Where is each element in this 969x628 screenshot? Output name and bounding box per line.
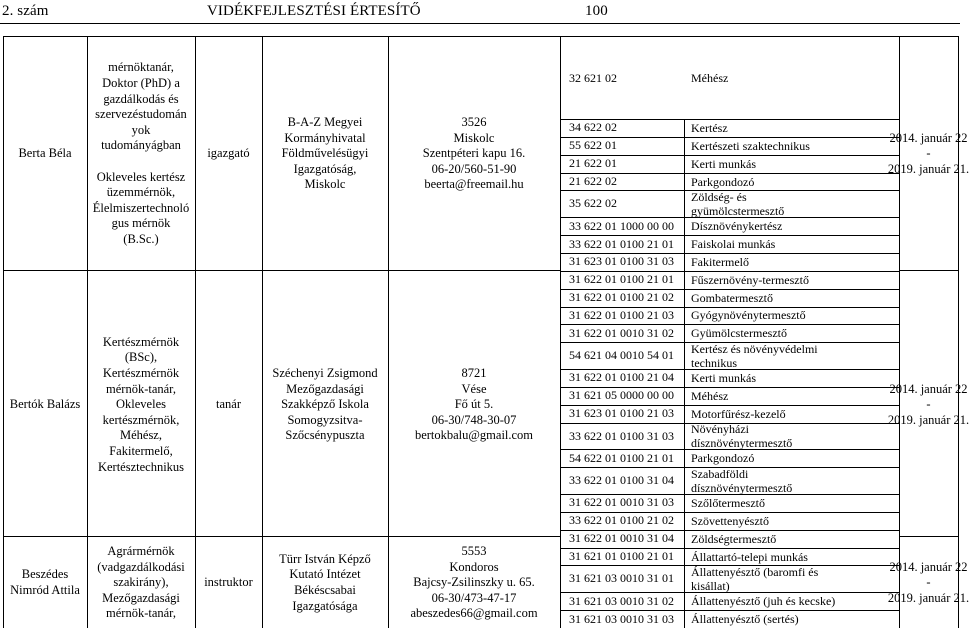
qualification-divider [684, 289, 685, 307]
qualification-rule [560, 494, 899, 495]
qualification-code: 33 622 01 1000 00 00 [569, 218, 674, 233]
qualification-rule [560, 155, 899, 156]
qualification-name [684, 389, 728, 403]
qualification-row [560, 369, 899, 387]
expert-position [195, 276, 262, 534]
expert-employer-line: Kormányhivatal [284, 130, 366, 145]
expert-employer-line: Földművelésügyi [281, 146, 369, 161]
qualification-name [684, 467, 792, 495]
qualification-name-line: Kertész [691, 120, 728, 135]
expert-qualification-line: Kertészmérnök [102, 334, 180, 349]
expert-name-line: Berta Béla [18, 146, 72, 161]
qualification-divider [684, 405, 685, 423]
qualification-name [684, 342, 818, 370]
qualification-row [560, 67, 899, 89]
qualification-name [684, 139, 810, 153]
expert-position [195, 40, 262, 268]
qualification-name-line: Kertész és növényvédelmi [691, 341, 818, 356]
expert-employer-line: Miskolc [304, 177, 346, 192]
qualification-name-line: Parkgondozó [691, 174, 755, 189]
qualification-rule [560, 467, 899, 468]
qualification-name [684, 612, 799, 626]
expert-contact [388, 538, 560, 628]
qualification-divider [684, 610, 685, 628]
expert-employer-line: Igazgatósága [292, 598, 358, 613]
validity-period [887, 538, 969, 628]
qualification-row [560, 610, 899, 628]
qualification-divider [684, 155, 685, 173]
qualification-divider [684, 387, 685, 405]
expert-qualification-lines [93, 60, 190, 247]
qualification-row [560, 449, 899, 467]
qualification-name [684, 407, 786, 421]
qualification-rule [560, 405, 899, 406]
qualification-rule [560, 137, 899, 138]
qualification-rule [560, 530, 899, 531]
expert-contact-line: 06-30/748-30-07 [431, 412, 517, 427]
qualification-name-line: Állattenyésztő (baromfi és [691, 564, 819, 579]
qualification-name [684, 237, 775, 251]
validity-period-lines [888, 382, 969, 429]
qualification-row [560, 217, 899, 235]
qualification-code: 31 621 03 0010 31 02 [569, 593, 674, 608]
qualification-code: 31 623 01 0100 31 03 [569, 254, 674, 269]
expert-qualification-line: mérnöktanár, [108, 60, 174, 75]
expert-qualification-line: mérnök-tanár, [106, 606, 176, 621]
qualification-rule [560, 512, 899, 513]
qualification-name [684, 121, 728, 135]
qualification-name-line: Fakitermelő [691, 254, 749, 269]
qualification-row [560, 592, 899, 610]
qualification-name-line: Kertészeti szaktechnikus [691, 138, 810, 153]
expert-qualification-line: Fakitermelő, [109, 443, 173, 458]
expert-position-line: igazgató [207, 146, 250, 161]
qualification-row [560, 173, 899, 191]
expert-employer-line: Türr István Képző [279, 551, 371, 566]
expert-employer-lines [282, 115, 369, 193]
qualification-divider [684, 190, 685, 217]
expert-qualification-line: Okleveles kertész [96, 169, 186, 184]
qualification-rule [560, 369, 899, 370]
qualification-name-line: Gombatermesztő [691, 290, 773, 305]
expert-contact [388, 276, 560, 534]
expert-employer-line: Mezőgazdasági [286, 381, 364, 396]
qualification-rule [560, 548, 899, 549]
expert-name-lines [10, 567, 80, 598]
qualification-row [560, 289, 899, 307]
qualification-name-line: Kerti munkás [691, 156, 756, 171]
qualification-name [684, 550, 808, 564]
qualification-row [560, 530, 899, 548]
qualification-name-line: Növényházi [691, 422, 749, 436]
header-rule [0, 23, 960, 24]
expert-contact-line: Miskolc [453, 130, 495, 145]
qualification-name-line: dísznövénytermesztő [691, 436, 793, 450]
expert-employer [262, 276, 388, 534]
qualification-rule [560, 610, 899, 611]
qualification-code: 34 622 02 [569, 120, 617, 135]
qualification-code: 31 621 03 0010 31 03 [569, 611, 674, 626]
qualification-code: 31 622 01 0010 31 04 [569, 531, 674, 546]
validity-period [887, 276, 969, 534]
qualification-rule [560, 423, 899, 424]
expert-qualification-line: tudományágban [101, 138, 181, 153]
qualification-divider [684, 342, 685, 369]
expert-qualification-line: (B.Sc.) [123, 231, 159, 246]
qualification-code: 31 622 01 0100 21 02 [569, 290, 674, 305]
qualification-name-line: Méhész [691, 71, 729, 85]
qualification-name-line: dísznövénytermesztő [691, 480, 793, 495]
expert-qualification-line: Mezőgazdasági [102, 590, 180, 605]
qualification-name [684, 594, 835, 608]
expert-qualification [87, 276, 195, 534]
validity-period-line: 2014. január 22 [889, 381, 968, 396]
qualification-rule [560, 190, 899, 191]
expert-contact [388, 40, 560, 268]
qualification-code: 31 622 01 0100 21 04 [569, 370, 674, 385]
expert-position-lines [204, 575, 253, 591]
validity-period-lines [888, 131, 969, 178]
qualification-name [684, 175, 754, 189]
qualification-name-line: Kerti munkás [691, 370, 756, 385]
qualification-rule [560, 253, 899, 254]
expert-qualification-line: Élelmiszertechnoló [92, 200, 190, 215]
qualification-divider [684, 592, 685, 610]
expert-qualification-line: szakirány), [113, 575, 169, 590]
expert-employer-lines [279, 552, 371, 614]
qualification-code: 32 621 02 [569, 70, 617, 85]
validity-period-lines [888, 560, 969, 607]
qualification-name [684, 190, 784, 218]
expert-employer-lines [272, 366, 377, 444]
qualification-row [560, 271, 899, 289]
qualification-name-line: Gyümölcstermesztő [691, 326, 787, 341]
expert-contact-lines [423, 115, 525, 193]
expert-qualification-line: Méhész, [119, 428, 162, 443]
page-header [0, 0, 960, 24]
qualification-row [560, 548, 899, 566]
qualification-code: 31 621 03 0010 31 01 [569, 571, 674, 586]
expert-contact-lines [415, 366, 533, 444]
qualification-divider [684, 137, 685, 155]
qualification-row [560, 155, 899, 173]
qualification-code: 31 622 01 0010 31 03 [569, 495, 674, 510]
qualification-row [560, 342, 899, 369]
qualification-code: 55 622 01 [569, 138, 617, 153]
qualification-row [560, 405, 899, 423]
qualification-code: 33 622 01 0100 21 01 [569, 236, 674, 251]
qualification-name-line: Faiskolai munkás [691, 237, 776, 251]
qualification-row [560, 235, 899, 253]
qualification-divider [684, 494, 685, 512]
qualification-row [560, 119, 899, 137]
qualification-code: 21 622 02 [569, 174, 617, 188]
qualification-code: 54 621 04 0010 54 01 [569, 348, 674, 363]
expert-contact-line: 5553 [461, 544, 487, 559]
qualification-divider [684, 449, 685, 467]
expert-employer [262, 538, 388, 628]
qualification-code: 21 622 01 [569, 156, 617, 171]
expert-employer-line: Somogyzsitva- [287, 412, 363, 427]
qualification-rule [560, 592, 899, 593]
qualification-name-line: Szövettenyésztő [691, 513, 769, 528]
qualification-name [684, 565, 818, 593]
qualification-name [684, 308, 806, 322]
issue-number: 2. szám [2, 3, 49, 19]
qualification-rule [560, 173, 899, 174]
publication-title: VIDÉKFEJLESZTÉSI ÉRTESÍTŐ [207, 3, 421, 19]
expert-qualification-line: Doktor (PhD) a [102, 76, 180, 91]
expert-contact-line: beerta@freemail.hu [424, 177, 524, 192]
qualification-name-line: Dísznövénykertész [691, 219, 783, 234]
qualification-name [684, 422, 792, 450]
qualification-name [684, 451, 754, 465]
qualification-code: 33 622 01 0100 21 02 [569, 513, 674, 528]
qualification-divider [684, 253, 685, 271]
qualification-name [684, 157, 756, 171]
expert-position-lines [207, 146, 249, 162]
expert-position-lines [216, 397, 241, 413]
expert-qualification-line: Okleveles [116, 397, 166, 412]
expert-employer-line: Szakképző Iskola [281, 397, 369, 412]
expert-contact-lines [410, 544, 537, 622]
qualification-rule [560, 449, 899, 450]
qualification-row [560, 190, 899, 217]
expert-qualification-line: Kertészmérnök [102, 366, 180, 381]
expert-contact-line: bertokbalu@gmail.com [414, 428, 534, 443]
validity-period-line: - [926, 397, 931, 412]
expert-contact-line: Bajcsy-Zsilinszky u. 65. [413, 575, 535, 590]
qualification-row [560, 253, 899, 271]
qualification-name-line: Szabadföldi [691, 466, 749, 481]
qualification-code: 31 621 01 0100 21 01 [569, 549, 674, 564]
qualification-name-line: Zöldségtermesztő [691, 531, 777, 546]
qualification-rule [560, 271, 899, 272]
qualification-name [684, 532, 776, 546]
expert-contact-line: 8721 [461, 366, 487, 381]
qualification-row [560, 494, 899, 512]
expert-contact-line: 06-20/560-51-90 [431, 161, 517, 176]
expert-qualification-line: kertészmérnök, [102, 412, 180, 427]
qualification-divider [684, 565, 685, 592]
expert-qualification-line [93, 154, 190, 170]
qualification-divider [684, 271, 685, 289]
qualification-divider [684, 307, 685, 325]
column-line [958, 36, 959, 628]
row-separator [3, 536, 560, 537]
qualification-divider [684, 548, 685, 566]
qualification-divider [684, 530, 685, 548]
expert-qualification-line: üzemmérnök, [106, 185, 176, 200]
qualification-divider [684, 324, 685, 342]
qualification-divider [684, 467, 685, 494]
qualification-rule [560, 565, 899, 566]
qualification-code: 31 623 01 0100 21 03 [569, 406, 674, 421]
validity-period-line: - [926, 146, 931, 161]
validity-period-line: - [926, 575, 931, 590]
qualification-name-line: kisállat) [691, 578, 730, 593]
expert-contact-line: abeszedes66@gmail.com [410, 606, 538, 621]
qualification-row [560, 467, 899, 494]
row-separator [3, 270, 560, 271]
qualification-row [560, 512, 899, 530]
expert-contact-line: 3526 [461, 115, 487, 130]
qualification-rule [560, 387, 899, 388]
expert-qualification-line: Kertésztechnikus [97, 459, 185, 474]
expert-contact-line: 06-30/473-47-17 [431, 590, 517, 605]
expert-qualification-line: Agrármérnök [107, 544, 175, 559]
validity-period-line: 2019. január 21. [887, 590, 969, 605]
qualification-divider [684, 369, 685, 387]
expert-name-lines [18, 146, 71, 162]
expert-employer-line: Kutató Intézet [289, 567, 361, 582]
qualification-name-line: Állattartó-telepi munkás [691, 549, 808, 564]
expert-name-line: Beszédes [21, 567, 69, 582]
qualification-divider [684, 235, 685, 253]
qualification-code: 33 622 01 0100 31 03 [569, 428, 674, 443]
qualification-code: 35 622 02 [569, 196, 617, 211]
qualification-name-line: Állattenyésztő (sertés) [691, 612, 799, 627]
qualification-divider [684, 512, 685, 530]
expert-qualification-line: (vadgazdálkodási [97, 559, 185, 574]
qualification-rule [560, 324, 899, 325]
expert-contact-line: Fő út 5. [454, 397, 494, 412]
expert-contact-line: Kondoros [449, 559, 499, 574]
validity-period-line: 2019. január 21. [887, 412, 969, 427]
qualification-row [560, 137, 899, 155]
qualification-name-line: gyümölcstermesztő [691, 203, 785, 218]
validity-period-line: 2014. január 22 [889, 559, 968, 574]
page-number: 100 [585, 3, 608, 19]
qualification-rule [560, 342, 899, 343]
expert-employer-line: Szőcsénypuszta [285, 428, 365, 443]
qualification-row [560, 423, 899, 450]
expert-qualification [87, 40, 195, 268]
expert-name-lines [10, 397, 80, 413]
qualification-name [684, 219, 782, 233]
expert-employer-line: Széchenyi Zsigmond [272, 366, 378, 381]
expert-employer-line: Igazgatóság, [293, 161, 357, 176]
qualification-code: 54 622 01 0100 21 01 [569, 450, 674, 465]
row-separator [899, 270, 958, 271]
qualification-name-line: technikus [691, 355, 737, 370]
qualification-name-line: Szőlőtermesztő [691, 495, 765, 510]
qualification-code: 31 622 01 0100 21 03 [569, 307, 674, 322]
expert-name [3, 276, 87, 534]
validity-period-line: 2019. január 21. [887, 161, 969, 176]
qualification-rule [560, 307, 899, 308]
expert-position-line: tanár [216, 397, 241, 412]
expert-position-line: instruktor [204, 575, 253, 590]
expert-employer [262, 40, 388, 268]
qualification-row [560, 324, 899, 342]
expert-name [3, 538, 87, 628]
table-top-rule [3, 36, 958, 37]
qualification-divider [684, 423, 685, 450]
qualification-rule [560, 235, 899, 236]
qualification-name-line: Méhész [691, 388, 729, 403]
qualification-name-line: Motorfűrész-kezelő [691, 406, 786, 421]
expert-contact-line: Szentpéteri kapu 16. [422, 146, 526, 161]
qualification-name [684, 291, 773, 305]
qualification-name-line: Parkgondozó [691, 451, 755, 466]
qualification-rule [560, 119, 899, 120]
qualification-code: 31 621 05 0000 00 00 [569, 388, 674, 403]
qualification-row [560, 387, 899, 405]
expert-contact-line: Vése [461, 381, 487, 396]
qualification-divider [684, 173, 685, 191]
expert-qualification-lines [97, 544, 184, 622]
qualification-code: 31 622 01 0100 21 01 [569, 272, 674, 287]
qualification-name [684, 273, 809, 287]
qualification-code: 31 622 01 0010 31 02 [569, 325, 674, 340]
qualification-code: 33 622 01 0100 31 04 [569, 473, 674, 488]
expert-qualification-line: mérnök-tanár, [106, 381, 176, 396]
qualification-name [684, 255, 749, 269]
qualification-name [684, 371, 756, 385]
expert-employer-line: B-A-Z Megyei [287, 115, 363, 130]
expert-name [3, 40, 87, 268]
expert-qualification [87, 538, 195, 628]
expert-qualification-lines [98, 335, 184, 475]
expert-qualification-line: (BSc), [124, 350, 158, 365]
expert-name-line: Bertók Balázs [9, 397, 81, 412]
qualification-name [684, 71, 728, 85]
qualification-rule [560, 217, 899, 218]
qualification-name [684, 326, 787, 340]
expert-qualification-line: szervezéstudomán [95, 107, 187, 122]
qualification-name-line: Zöldség- és [691, 189, 747, 204]
qualification-name [684, 496, 765, 510]
expert-qualification-line: gus mérnök [111, 216, 171, 231]
expert-name-line: Nimród Attila [10, 583, 80, 597]
qualification-name-line: Állattenyésztő (juh és kecske) [691, 594, 836, 609]
expert-employer-line: Békéscsabai [294, 583, 356, 597]
qualification-rule [560, 289, 899, 290]
validity-period-line: 2014. január 22 [889, 130, 968, 145]
expert-qualification-line: gazdálkodás és [103, 91, 179, 106]
qualification-name [684, 514, 769, 528]
qualification-name-line: Gyógynövénytermesztő [691, 308, 806, 323]
qualification-row [560, 307, 899, 325]
expert-qualification-line: yok [131, 122, 151, 137]
qualification-divider [684, 119, 685, 137]
expert-position [195, 538, 262, 628]
qualification-row [560, 565, 899, 592]
row-separator [899, 536, 958, 537]
validity-period [887, 40, 969, 268]
qualification-name-line: Fűszernövény-termesztő [691, 272, 809, 287]
qualification-divider [684, 217, 685, 235]
